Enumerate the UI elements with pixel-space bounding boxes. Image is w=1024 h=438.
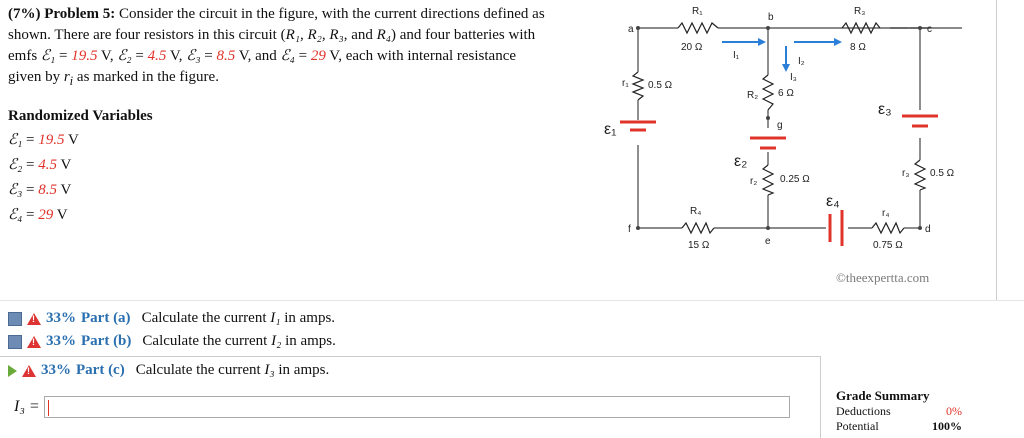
r4-value: 15 Ω — [688, 240, 710, 251]
panel-border — [996, 0, 997, 300]
equals: = — [22, 182, 39, 198]
part-percent: 33% — [41, 362, 71, 378]
var-symbol: ℰ₂ — [8, 157, 23, 173]
unit: V — [57, 182, 72, 198]
circuit-diagram — [590, 0, 990, 260]
grade-row-value: 0% — [946, 404, 962, 418]
part-percent: 33% — [46, 333, 76, 349]
resistor-r4: R₄ — [376, 27, 392, 43]
collapse-icon[interactable] — [8, 335, 22, 349]
var-value: 4.5 — [38, 157, 58, 173]
warning-icon — [27, 313, 41, 325]
answer-label: I₃ = — [14, 398, 40, 415]
r1-label: R₁ — [692, 6, 703, 17]
divider — [0, 300, 1024, 301]
part-text-main: Calculate the current — [135, 362, 265, 378]
r3-internal-value: 0.5 Ω — [930, 168, 955, 179]
node-label: g — [777, 120, 783, 131]
node-label: c — [927, 24, 932, 35]
equals: = — [22, 157, 39, 173]
emf-value: 29 — [310, 48, 326, 64]
r3-internal-label: r₃ — [902, 168, 910, 179]
var-row — [8, 130, 79, 149]
part-b-row[interactable] — [8, 333, 336, 350]
node-label: a — [628, 24, 634, 35]
problem-text: V, each with internal resistance given by — [8, 48, 517, 85]
part-text-tail: in amps. — [274, 362, 330, 378]
text-cursor — [48, 400, 49, 416]
problem-statement — [8, 4, 548, 92]
problem-text: , and — [343, 27, 377, 43]
equals: = — [200, 48, 217, 64]
unit: V — [53, 207, 68, 223]
grade-summary — [836, 388, 962, 434]
emf-value: 19.5 — [71, 48, 98, 64]
current-arrows — [722, 38, 842, 72]
emf-value: 8.5 — [216, 48, 236, 64]
grade-row-name: Deductions — [836, 404, 891, 418]
equals: = — [294, 48, 311, 64]
problem-prefix: (7%) Problem 5: — [8, 6, 116, 22]
emf-e1-label: ε₁ — [604, 121, 617, 138]
emf-symbol: ℰ₂ — [117, 48, 132, 64]
r1-internal-label: r₁ — [622, 78, 629, 89]
equals: = — [55, 48, 72, 64]
var-row — [8, 205, 68, 224]
randomized-variables-title: Randomized Variables — [8, 108, 153, 124]
resistor-r1 — [678, 23, 718, 33]
unit: V — [64, 132, 79, 148]
grade-row-value: 100% — [932, 419, 962, 433]
r2-internal-value: 0.25 Ω — [780, 174, 810, 185]
problem-text: Consider the circuit in the figure, with the current directions defined as shown. There are four resistors in this circuit ( — [8, 6, 545, 43]
internal-resistance-symbol: r — [63, 69, 70, 85]
node-label: e — [765, 236, 771, 247]
emf-e2-label: ε₂ — [734, 153, 748, 170]
resistor-r2 — [763, 75, 773, 110]
current-i3-label: I₃ — [790, 72, 797, 83]
part-label[interactable]: Part (b) — [81, 333, 132, 349]
node-label: b — [768, 12, 774, 23]
resistor-r4 — [682, 223, 714, 233]
var-row — [8, 180, 71, 199]
part-text — [142, 310, 336, 327]
part-percent: 33% — [46, 310, 76, 326]
subscript-i: i — [69, 74, 74, 88]
r2-internal-label: r₂ — [750, 176, 758, 187]
internal-resistor-r4 — [872, 223, 904, 233]
var-value: 19.5 — [38, 132, 65, 148]
collapse-icon[interactable] — [8, 312, 22, 326]
r2-label: R₂ — [747, 90, 759, 101]
emf-symbol: ℰ₃ — [186, 48, 201, 64]
problem-text: as marked in the figure. — [73, 69, 219, 85]
part-text-main: Calculate the current — [141, 310, 271, 326]
battery-e2 — [750, 138, 786, 148]
current-symbol: I₁ — [270, 310, 281, 326]
node-label: f — [628, 224, 631, 235]
var-row — [8, 155, 71, 174]
var-value: 29 — [38, 207, 54, 223]
var-symbol: ℰ₄ — [8, 207, 23, 223]
grade-row-potential — [836, 419, 962, 434]
equals: = — [22, 207, 39, 223]
part-a-row[interactable] — [8, 310, 335, 327]
internal-resistor-r3 — [915, 160, 925, 190]
emf-symbol: ℰ₁ — [40, 48, 56, 64]
emf-e4-label: ε₄ — [826, 193, 840, 210]
current-i2-label: I₂ — [798, 56, 805, 67]
node-label: d — [925, 224, 931, 235]
emf-e3-label: ε₃ — [878, 101, 892, 118]
r3-value: 8 Ω — [850, 42, 866, 53]
emf-value: 4.5 — [147, 48, 167, 64]
problem-text: V, and — [235, 48, 281, 64]
current-symbol: I₂ — [271, 333, 282, 349]
part-text-tail: in amps. — [281, 333, 336, 349]
equals: = — [22, 132, 39, 148]
r2-value: 6 Ω — [778, 88, 794, 99]
grade-row-deductions — [836, 404, 962, 419]
r1-value: 20 Ω — [681, 42, 703, 53]
problem-text: ) and four batteries with emfs — [8, 27, 536, 64]
current-i1-label: I₁ — [733, 50, 740, 61]
copyright: ©theexpertta.com — [836, 270, 930, 285]
battery-e3 — [902, 116, 938, 126]
var-symbol: ℰ₁ — [8, 132, 23, 148]
r4-internal-value: 0.75 Ω — [873, 240, 903, 251]
emf-symbol: ℰ₄ — [280, 48, 295, 64]
r4-internal-label: r₄ — [882, 208, 890, 219]
var-symbol: ℰ₃ — [8, 182, 23, 198]
internal-resistor-r2 — [763, 165, 773, 195]
internal-resistor-r1 — [633, 72, 643, 100]
part-text — [142, 333, 336, 350]
unit: V, — [166, 48, 187, 64]
r1-internal-value: 0.5 Ω — [648, 80, 673, 91]
r4-label: R₄ — [690, 206, 702, 217]
part-label[interactable]: Part (c) — [76, 362, 125, 378]
current-symbol: I₃ — [264, 362, 275, 378]
var-value: 8.5 — [38, 182, 58, 198]
warning-icon — [27, 336, 41, 348]
part-text-tail: in amps. — [280, 310, 336, 326]
part-label[interactable]: Part (a) — [81, 310, 131, 326]
unit: V — [57, 157, 72, 173]
r3-label: R₃ — [854, 6, 866, 17]
equals: = — [131, 48, 148, 64]
grade-summary-title: Grade Summary — [836, 388, 930, 403]
grade-row-name: Potential — [836, 419, 879, 433]
unit: V, — [97, 48, 118, 64]
part-text-main: Calculate the current — [142, 333, 272, 349]
battery-e1 — [620, 122, 656, 130]
battery-e4 — [830, 210, 842, 246]
answer-input[interactable] — [44, 396, 790, 418]
resistor-list: R₁, R₂, R₃ — [285, 27, 344, 43]
